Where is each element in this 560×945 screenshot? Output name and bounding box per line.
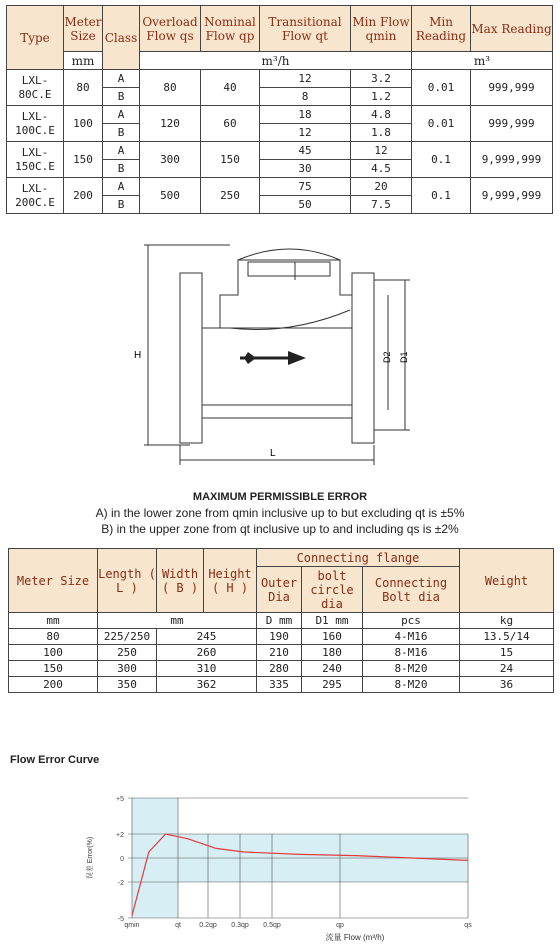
table-row (9, 645, 554, 661)
cell-size: 150 (64, 142, 103, 178)
cell-qmin: 4.8 (351, 106, 412, 124)
cell-class: A (103, 142, 140, 160)
cell-qt: 45 (260, 142, 351, 160)
unit-d: D mm (257, 613, 302, 629)
header-weight: Weight (460, 549, 554, 613)
header-transitional: Transitional Flow qt (260, 6, 351, 52)
unit-bolt: pcs (363, 613, 460, 629)
table-row (7, 70, 553, 88)
meter-spec-table (6, 5, 553, 214)
unit-size: mm (64, 52, 103, 70)
cell-type: LXL-150C.E (7, 142, 64, 178)
cell-min-reading: 0.01 (412, 70, 471, 106)
cell-bolt-circle: 160 (302, 629, 363, 645)
cell-max-reading: 999,999 (471, 70, 553, 106)
cell-width-height: 362 (157, 677, 257, 693)
label-l: L (270, 448, 276, 459)
cell-min-reading: 0.1 (412, 142, 471, 178)
x-tick-label: 0.3qp (231, 922, 249, 929)
x-axis-label: 流量 Flow (m³/h) (325, 933, 385, 942)
header-nominal: Nominal Flow qp (201, 6, 260, 52)
cell-nominal: 250 (201, 178, 260, 214)
x-tick-label: 0.2qp (199, 922, 217, 929)
meter-dimension-diagram (130, 240, 430, 480)
header-max-reading: Max Reading (471, 6, 553, 52)
header-min-flow: Min Flow qmin (351, 6, 412, 52)
cell-qt: 12 (260, 70, 351, 88)
cell-min-reading: 0.1 (412, 178, 471, 214)
cell-bolt-dia: 4-M16 (363, 629, 460, 645)
cell-width-height: 310 (157, 661, 257, 677)
cell-size: 150 (9, 661, 98, 677)
unit-d1: D1 mm (302, 613, 363, 629)
x-tick-label: 0.5qp (263, 922, 281, 929)
cell-width-height: 260 (157, 645, 257, 661)
header-meter-size2: Meter Size (9, 549, 98, 613)
cell-qt: 75 (260, 178, 351, 196)
cell-weight: 15 (460, 645, 554, 661)
label-h: H (134, 350, 142, 361)
cell-max-reading: 9,999,999 (471, 142, 553, 178)
cell-size: 200 (9, 677, 98, 693)
cell-width-height: 245 (157, 629, 257, 645)
y-tick-label: -5 (117, 916, 124, 923)
error-line-b: B) in the upper zone from qt inclusive up to and including qs is ±2% (101, 522, 459, 536)
y-axis-label: 误差 Error(%) (87, 836, 94, 880)
cell-qt: 30 (260, 160, 351, 178)
cell-size: 100 (9, 645, 98, 661)
cell-bolt-dia: 8-M20 (363, 661, 460, 677)
cell-class: B (103, 196, 140, 214)
y-tick-label: +2 (116, 832, 124, 839)
cell-qt: 8 (260, 88, 351, 106)
cell-qmin: 1.2 (351, 88, 412, 106)
cell-size: 80 (9, 629, 98, 645)
cell-overload: 500 (140, 178, 201, 214)
cell-qt: 50 (260, 196, 351, 214)
cell-length: 350 (98, 677, 157, 693)
x-tick-label: qp (336, 922, 344, 929)
unit-flow: m³/h (140, 52, 412, 70)
label-d2: D2 (382, 351, 392, 363)
table-row (7, 142, 553, 160)
left-flange (180, 273, 202, 443)
header-length: Length ( L ) (98, 549, 157, 613)
cell-length: 250 (98, 645, 157, 661)
cell-class: A (103, 178, 140, 196)
cell-qmin: 12 (351, 142, 412, 160)
flow-arrow-icon (240, 351, 306, 365)
cell-bolt-circle: 180 (302, 645, 363, 661)
unit-weight: kg (460, 613, 554, 629)
x-tick-label: qt (175, 922, 181, 929)
dimension-table (8, 548, 554, 693)
cell-outer-dia: 280 (257, 661, 302, 677)
header-class: Class (103, 6, 140, 70)
cell-overload: 120 (140, 106, 201, 142)
header-meter-size: Meter Size (64, 6, 103, 52)
cell-type: LXL-80C.E (7, 70, 64, 106)
curve-title: Flow Error Curve (10, 754, 100, 766)
flow-error-chart (80, 788, 480, 943)
header-overload: Overload Flow qs (140, 6, 201, 52)
cell-bolt-dia: 8-M20 (363, 677, 460, 693)
cell-length: 225/250 (98, 629, 157, 645)
header-outer: Outer Dia (257, 567, 302, 613)
header-bolt-dia: Connecting Bolt dia (363, 567, 460, 613)
cell-class: A (103, 106, 140, 124)
y-tick-label: +5 (116, 796, 124, 803)
cell-weight: 13.5/14 (460, 629, 554, 645)
label-d1: D1 (399, 351, 409, 363)
header-min-reading: Min Reading (412, 6, 471, 52)
cell-bolt-circle: 295 (302, 677, 363, 693)
cell-qmin: 3.2 (351, 70, 412, 88)
cell-weight: 36 (460, 677, 554, 693)
header-width: Width ( B ) (157, 549, 204, 613)
cell-qmin: 4.5 (351, 160, 412, 178)
cell-bolt-dia: 8-M16 (363, 645, 460, 661)
cell-qmin: 20 (351, 178, 412, 196)
cell-class: B (103, 124, 140, 142)
table-row (7, 178, 553, 196)
y-tick-label: -2 (117, 880, 124, 887)
table-row (9, 629, 554, 645)
cell-class: B (103, 160, 140, 178)
x-tick-label: qs (464, 922, 472, 929)
cell-type: LXL-100C.E (7, 106, 64, 142)
header-flange: Connecting flange (257, 549, 460, 567)
x-tick-label: qmin (124, 922, 140, 929)
unit-size2: mm (9, 613, 98, 629)
cell-nominal: 60 (201, 106, 260, 142)
cell-qt: 18 (260, 106, 351, 124)
right-flange (352, 273, 374, 443)
cell-outer-dia: 210 (257, 645, 302, 661)
cell-type: LXL-200C.E (7, 178, 64, 214)
cell-overload: 300 (140, 142, 201, 178)
cell-class: A (103, 70, 140, 88)
cell-outer-dia: 190 (257, 629, 302, 645)
cell-nominal: 150 (201, 142, 260, 178)
cell-size: 200 (64, 178, 103, 214)
cell-size: 100 (64, 106, 103, 142)
table-row (9, 677, 554, 693)
unit-dims: mm (98, 613, 257, 629)
cell-size: 80 (64, 70, 103, 106)
cell-length: 300 (98, 661, 157, 677)
cell-class: B (103, 88, 140, 106)
y-tick-label: 0 (120, 856, 124, 863)
cell-bolt-circle: 240 (302, 661, 363, 677)
cell-qt: 12 (260, 124, 351, 142)
cell-min-reading: 0.01 (412, 106, 471, 142)
error-heading: MAXIMUM PERMISSIBLE ERROR (192, 491, 368, 503)
cell-nominal: 40 (201, 70, 260, 106)
cell-max-reading: 9,999,999 (471, 178, 553, 214)
cell-overload: 80 (140, 70, 201, 106)
table-row (9, 661, 554, 677)
cell-qmin: 7.5 (351, 196, 412, 214)
cell-outer-dia: 335 (257, 677, 302, 693)
cell-weight: 24 (460, 661, 554, 677)
header-bolt-circle: bolt circle dia (302, 567, 363, 613)
cell-max-reading: 999,999 (471, 106, 553, 142)
header-type: Type (7, 6, 64, 70)
header-height: Height ( H ) (204, 549, 257, 613)
error-section (0, 489, 560, 537)
error-line-a: A) in the lower zone from qmin inclusive up to but excluding qt is ±5% (95, 506, 465, 520)
unit-reading: m³ (412, 52, 553, 70)
table-row (7, 106, 553, 124)
cell-qmin: 1.8 (351, 124, 412, 142)
